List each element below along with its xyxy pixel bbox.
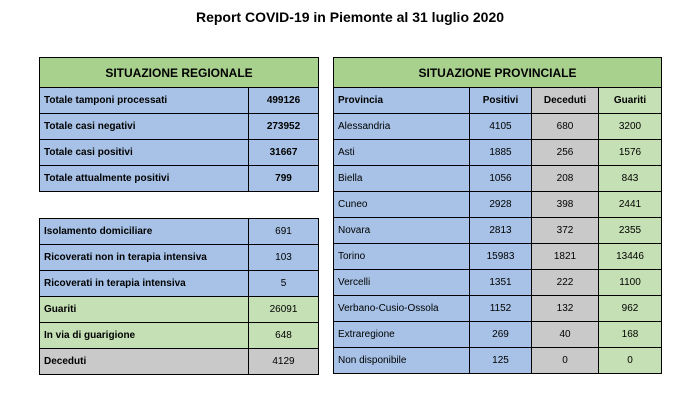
detail-label: Isolamento domiciliare [40, 219, 249, 245]
positivi-cell: 15983 [470, 244, 532, 270]
provincia-cell: Novara [334, 218, 470, 244]
summary-value: 31667 [249, 140, 319, 166]
deceduti-cell: 0 [532, 348, 599, 374]
provincia-cell: Cuneo [334, 192, 470, 218]
table-row [334, 270, 662, 296]
guariti-cell: 13446 [599, 244, 662, 270]
deceduti-cell: 372 [532, 218, 599, 244]
summary-value: 799 [249, 166, 319, 192]
summary-value: 499126 [249, 88, 319, 114]
regional-detail-table [39, 218, 319, 375]
table-row [334, 244, 662, 270]
provincia-cell: Verbano-Cusio-Ossola [334, 296, 470, 322]
detail-value: 26091 [249, 297, 319, 323]
detail-value: 691 [249, 219, 319, 245]
table-row [334, 322, 662, 348]
column-header-positivi: Positivi [470, 88, 532, 114]
summary-value: 273952 [249, 114, 319, 140]
provincia-cell: Biella [334, 166, 470, 192]
table-row [40, 297, 319, 323]
detail-label: Deceduti [40, 349, 249, 375]
guariti-cell: 2441 [599, 192, 662, 218]
deceduti-cell: 1821 [532, 244, 599, 270]
positivi-cell: 269 [470, 322, 532, 348]
table-row [40, 140, 319, 166]
table-row [334, 218, 662, 244]
summary-label: Totale tamponi processati [40, 88, 249, 114]
positivi-cell: 1885 [470, 140, 532, 166]
column-header-row [334, 88, 662, 114]
detail-value: 5 [249, 271, 319, 297]
deceduti-cell: 222 [532, 270, 599, 296]
summary-label: Totale casi positivi [40, 140, 249, 166]
table-row [40, 349, 319, 375]
positivi-cell: 1351 [470, 270, 532, 296]
guariti-cell: 2355 [599, 218, 662, 244]
deceduti-cell: 680 [532, 114, 599, 140]
summary-label: Totale attualmente positivi [40, 166, 249, 192]
guariti-cell: 0 [599, 348, 662, 374]
deceduti-cell: 208 [532, 166, 599, 192]
detail-value: 103 [249, 245, 319, 271]
guariti-cell: 1100 [599, 270, 662, 296]
detail-value: 648 [249, 323, 319, 349]
column-header-guariti: Guariti [599, 88, 662, 114]
positivi-cell: 2928 [470, 192, 532, 218]
detail-label: Ricoverati in terapia intensiva [40, 271, 249, 297]
guariti-cell: 843 [599, 166, 662, 192]
positivi-cell: 125 [470, 348, 532, 374]
regional-summary-table [39, 57, 319, 192]
table-row [40, 323, 319, 349]
provincia-cell: Extraregione [334, 322, 470, 348]
table-row [40, 114, 319, 140]
provincia-cell: Vercelli [334, 270, 470, 296]
table-row [40, 88, 319, 114]
detail-value: 4129 [249, 349, 319, 375]
guariti-cell: 1576 [599, 140, 662, 166]
guariti-cell: 3200 [599, 114, 662, 140]
guariti-cell: 168 [599, 322, 662, 348]
table-row [334, 348, 662, 374]
provincia-cell: Asti [334, 140, 470, 166]
table-row [40, 166, 319, 192]
guariti-cell: 962 [599, 296, 662, 322]
column-header-deceduti: Deceduti [532, 88, 599, 114]
deceduti-cell: 40 [532, 322, 599, 348]
deceduti-cell: 132 [532, 296, 599, 322]
regional-header: SITUAZIONE REGIONALE [40, 58, 319, 88]
table-row [334, 192, 662, 218]
detail-label: Ricoverati non in terapia intensiva [40, 245, 249, 271]
column-header-provincia: Provincia [334, 88, 470, 114]
detail-label: In via di guarigione [40, 323, 249, 349]
provincial-table [333, 57, 662, 374]
positivi-cell: 2813 [470, 218, 532, 244]
detail-label: Guariti [40, 297, 249, 323]
provincial-header: SITUAZIONE PROVINCIALE [334, 58, 662, 88]
table-row [334, 166, 662, 192]
provincia-cell: Non disponibile [334, 348, 470, 374]
table-row [334, 114, 662, 140]
provincial-header-row [334, 58, 662, 88]
positivi-cell: 4105 [470, 114, 532, 140]
summary-label: Totale casi negativi [40, 114, 249, 140]
table-row [40, 271, 319, 297]
page-title: Report COVID-19 in Piemonte al 31 luglio 2020 [195, 9, 505, 25]
provincia-cell: Alessandria [334, 114, 470, 140]
table-row [334, 296, 662, 322]
positivi-cell: 1152 [470, 296, 532, 322]
deceduti-cell: 256 [532, 140, 599, 166]
regional-header-row [40, 58, 319, 88]
deceduti-cell: 398 [532, 192, 599, 218]
table-row [40, 245, 319, 271]
table-row [334, 140, 662, 166]
positivi-cell: 1056 [470, 166, 532, 192]
provincia-cell: Torino [334, 244, 470, 270]
table-row [40, 219, 319, 245]
